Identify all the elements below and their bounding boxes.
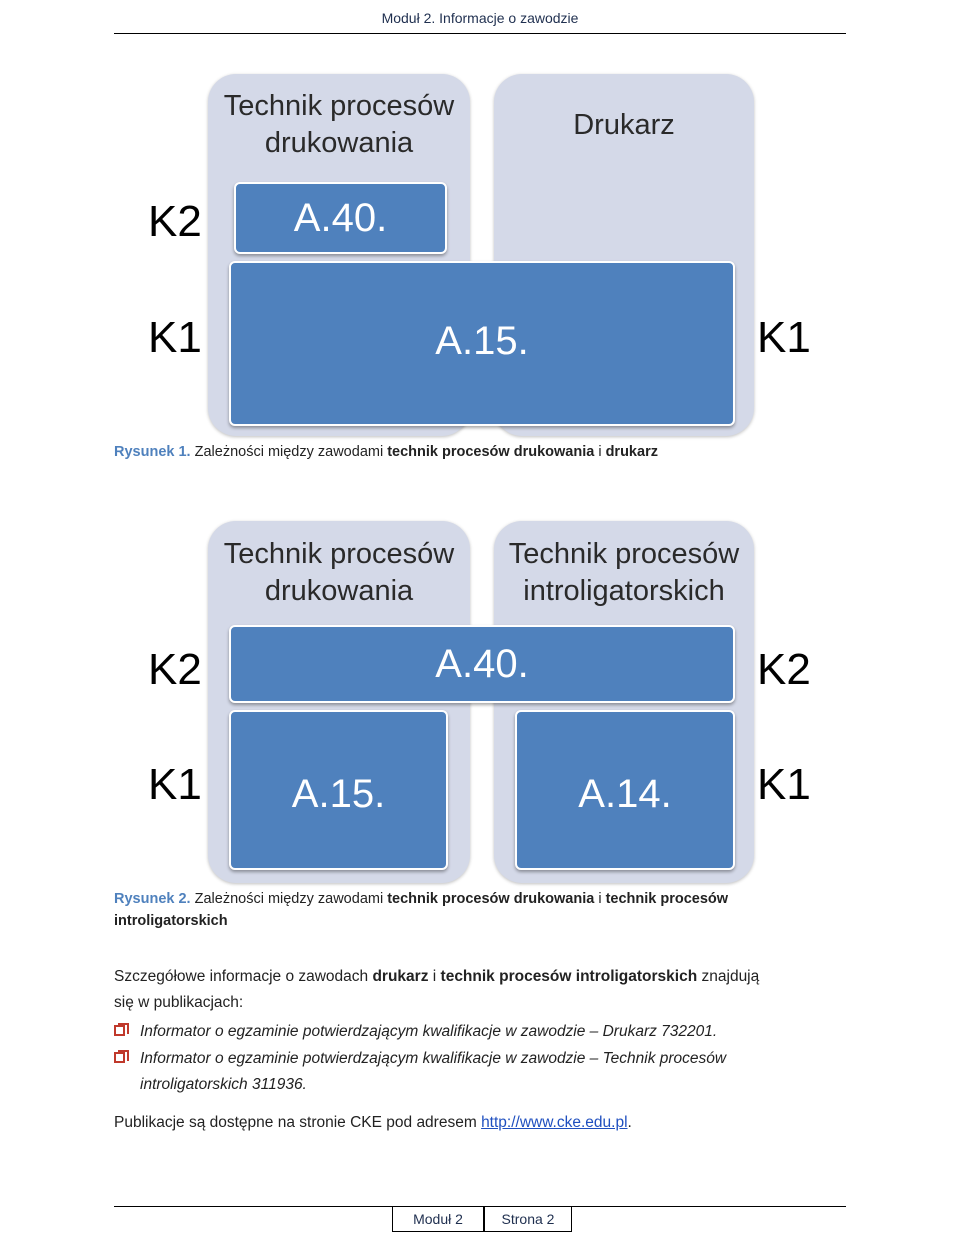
qualification-box-a40 xyxy=(234,182,447,254)
qualification-label: A.14. xyxy=(578,772,672,816)
caption-bold: technik procesów xyxy=(605,891,729,907)
paragraph-publications xyxy=(114,1110,854,1136)
column-title-line: Technik procesów xyxy=(508,538,740,570)
caption-label: Rysunek 1. xyxy=(114,444,191,460)
footer-module: Moduł 2 xyxy=(392,1206,484,1232)
qualification-box-a15 xyxy=(229,261,735,426)
level-label-k1: K1 xyxy=(757,313,811,362)
qualification-label: A.15. xyxy=(291,772,386,816)
footer-page-number: Strona 2 xyxy=(484,1206,572,1232)
caption-label: Rysunek 2. xyxy=(114,891,191,907)
column-title xyxy=(208,536,470,610)
figure-2-caption xyxy=(114,888,854,932)
qualification-box-a14 xyxy=(515,710,735,870)
caption-text: Zależności między zawodami xyxy=(190,891,388,907)
bold-text: drukarz xyxy=(372,968,429,985)
column-title-line: drukowania xyxy=(264,575,414,607)
column-title-line: drukowania xyxy=(264,127,414,159)
level-label-k1: K1 xyxy=(148,760,202,809)
header-divider xyxy=(114,33,846,34)
figure-1-caption xyxy=(114,441,854,463)
caption-bold: drukarz xyxy=(605,444,658,460)
text: Publikacje są dostępne na stronie CKE pod adresem xyxy=(114,1114,482,1131)
caption-text: i xyxy=(594,444,606,460)
level-label-k2: K2 xyxy=(148,197,202,246)
column-title xyxy=(208,88,470,162)
caption-text: i xyxy=(594,891,606,907)
list-item-text: Informator o egzaminie potwierdzającym kwalifikacje w zawodzie – Drukarz 732201. xyxy=(140,1023,718,1040)
column-title-line: Technik procesów xyxy=(223,538,455,570)
list-item-text: Informator o egzaminie potwierdzającym kwalifikacje w zawodzie – Technik procesów xyxy=(140,1050,727,1067)
column-title xyxy=(494,536,754,610)
bold-text: technik procesów introligatorskich xyxy=(440,968,698,985)
column-title-line: Technik procesów xyxy=(223,90,455,122)
column-title-line: introligatorskich xyxy=(523,575,725,607)
column-title: Drukarz xyxy=(573,109,675,141)
caption-text: Zależności między zawodami xyxy=(190,444,388,460)
text: . xyxy=(627,1114,632,1131)
qualification-label: A.40. xyxy=(293,196,388,240)
level-label-k1: K1 xyxy=(148,313,202,362)
qualification-box-a15 xyxy=(229,710,448,870)
list-item xyxy=(140,1019,860,1045)
list-item xyxy=(140,1046,860,1098)
level-label-k2: K2 xyxy=(148,645,202,694)
text: Szczegółowe informacje o zawodach xyxy=(114,968,373,985)
list-item-text: introligatorskich 311936. xyxy=(140,1076,307,1093)
level-label-k1: K1 xyxy=(757,760,811,809)
page-header: Moduł 2. Informacje o zawodzie xyxy=(381,10,579,26)
text: się w publikacjach: xyxy=(114,994,244,1011)
text: znajdują xyxy=(697,968,760,985)
checkbox-bullet-icon xyxy=(114,1025,125,1036)
qualification-box-a40 xyxy=(229,625,735,703)
checkbox-bullet-icon xyxy=(114,1052,125,1063)
cke-link[interactable]: http://www.cke.edu.pl xyxy=(481,1114,628,1131)
qualification-label: A.40. xyxy=(435,642,529,686)
caption-bold: technik procesów drukowania xyxy=(387,891,595,907)
text: i xyxy=(428,968,441,985)
paragraph-info xyxy=(114,964,854,1016)
caption-bold: technik procesów drukowania xyxy=(387,444,595,460)
level-label-k2: K2 xyxy=(757,645,811,694)
caption-bold: introligatorskich xyxy=(114,913,228,929)
qualification-label: A.15. xyxy=(435,319,529,363)
